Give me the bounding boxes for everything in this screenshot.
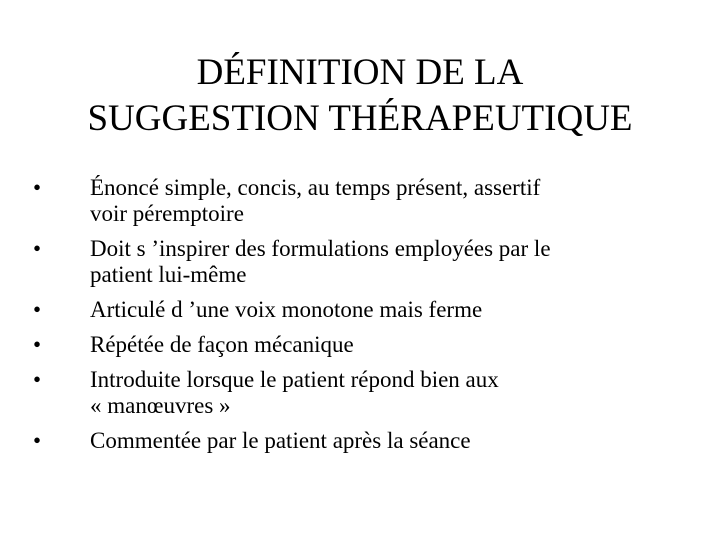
bullet-text-line: Répétée de façon mécanique [90,332,354,357]
bullet-item [32,428,680,454]
bullet-icon: • [32,332,42,357]
bullet-text-line: Énoncé simple, concis, au temps présent, assertif [90,175,541,200]
bullet-item [32,175,680,227]
bullet-text-line: Commentée par le patient après la séance [90,428,471,453]
slide-title [40,50,680,142]
bullet-icon: • [32,236,42,261]
bullet-item [32,236,680,288]
bullet-icon: • [32,367,42,392]
bullet-icon: • [32,297,42,322]
bullet-item [32,367,680,419]
bullet-text-line: « manœuvres » [90,393,231,418]
bullet-item [32,297,680,323]
bullet-icon: • [32,175,42,200]
bullet-text-line: patient lui-même [90,262,247,287]
title-line-1: DÉFINITION DE LA [196,52,524,93]
bullet-list [32,175,680,463]
bullet-icon: • [32,428,42,453]
bullet-item [32,332,680,358]
bullet-text-line: voir péremptoire [90,201,244,226]
bullet-text-line: Introduite lorsque le patient répond bien aux [90,367,499,392]
bullet-text-line: Doit s ’inspirer des formulations employées par le [90,236,551,261]
bullet-text-line: Articulé d ’une voix monotone mais ferme [90,297,483,322]
title-line-2: SUGGESTION THÉRAPEUTIQUE [87,98,633,139]
